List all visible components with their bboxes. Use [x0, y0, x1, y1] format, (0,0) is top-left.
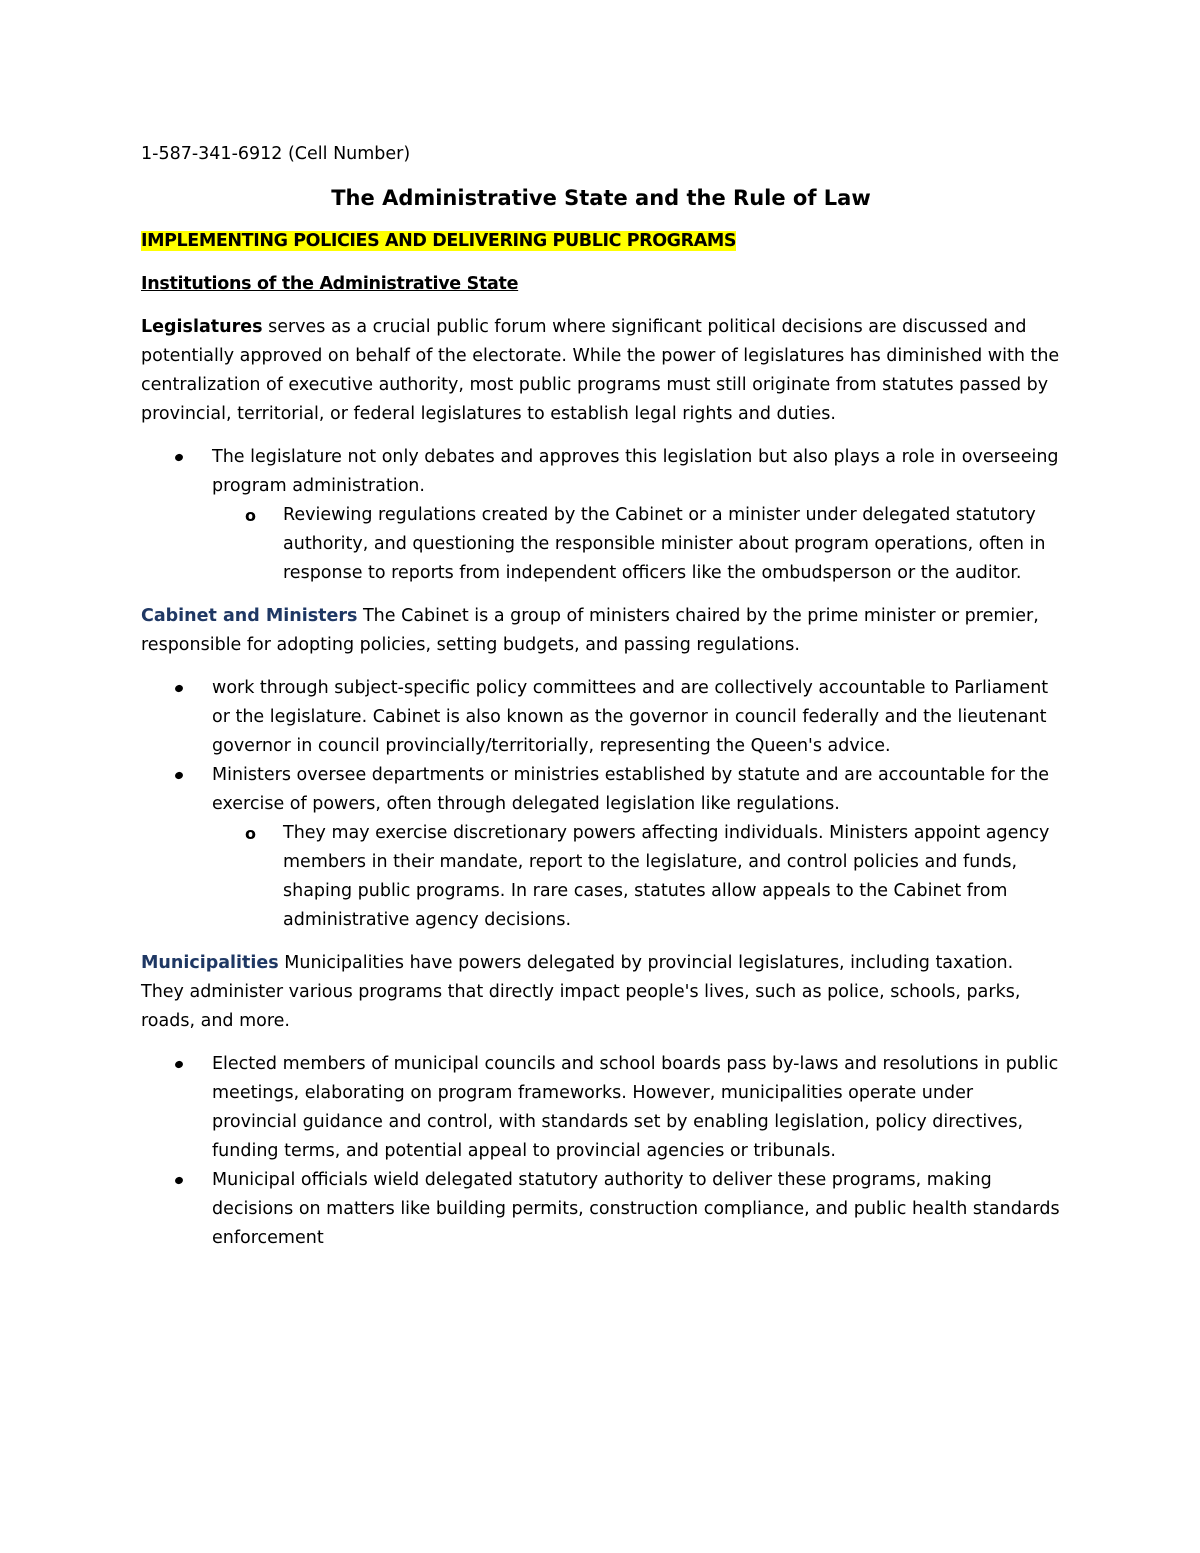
cabinet-paragraph — [141, 602, 1061, 660]
list-item — [141, 1050, 1061, 1166]
list-item — [141, 443, 1061, 588]
document-title: The Administrative State and the Rule of Law — [331, 186, 871, 210]
document-page — [141, 140, 1061, 1267]
list-item-text: Elected members of municipal councils and school boards pass by-laws and resolutions in public meetings, elaborating on program frameworks. However, municipalities operate under provincial guidance and control, with standards set by enabling legislation, policy directives, funding terms, and potential appeal to provincial agencies or tribunals. — [212, 1054, 1059, 1161]
cabinet-term: Cabinet and Ministers — [141, 606, 358, 626]
bullet-icon — [174, 771, 184, 780]
circle-bullet-icon: o — [245, 506, 256, 525]
sub-list-item — [212, 501, 1061, 588]
sub-list-item-text: Reviewing regulations created by the Cabinet or a minister under delegated statutory authority, and questioning the responsible minister about program operations, often in response to reports from independent officers like the ombudsperson or the auditor. — [283, 505, 1046, 583]
bullet-icon — [174, 453, 184, 462]
circle-bullet-icon: o — [245, 824, 256, 843]
list-item — [141, 674, 1061, 761]
bullet-icon — [174, 1060, 184, 1069]
section-heading-text: IMPLEMENTING POLICIES AND DELIVERING PUBLIC PROGRAMS — [141, 231, 737, 251]
municipalities-text: Municipalities have powers delegated by provincial legislatures, including taxation. They administer various programs that directly impact people's lives, such as police, schools, parks, roads, and more. — [141, 953, 1021, 1031]
bullet-icon — [174, 1176, 184, 1185]
legislatures-bullet-list — [141, 443, 1061, 588]
list-item — [141, 761, 1061, 935]
list-item-text: The legislature not only debates and approves this legislation but also plays a role in overseeing program administration. — [212, 447, 1059, 496]
list-item — [141, 1166, 1061, 1253]
bullet-icon — [174, 684, 184, 693]
section-heading — [141, 227, 1061, 256]
legislatures-paragraph — [141, 313, 1061, 429]
phone-number-line: 1-587-341-6912 (Cell Number) — [141, 144, 411, 164]
list-item-text: Ministers oversee departments or ministries established by statute and are accountable for the exercise of powers, often through delegated legislation like regulations. — [212, 765, 1050, 814]
legislatures-term: Legislatures — [141, 317, 263, 337]
sub-list-item-text: They may exercise discretionary powers affecting individuals. Ministers appoint agency members in their mandate, report to the legislature, and control policies and funds, shaping public programs. In rare cases, statutes allow appeals to the Cabinet from administrative agency decisions. — [283, 823, 1050, 930]
cabinet-bullet-list — [141, 674, 1061, 935]
list-item-text: Municipal officials wield delegated statutory authority to deliver these programs, making decisions on matters like building permits, construction compliance, and public health standards enforcement — [212, 1170, 1060, 1248]
sub-list-item — [212, 819, 1061, 935]
municipalities-bullet-list — [141, 1050, 1061, 1253]
sub-heading: Institutions of the Administrative State — [141, 274, 519, 294]
sub-bullet-list — [212, 501, 1061, 588]
municipalities-paragraph — [141, 949, 1061, 1036]
list-item-text: work through subject-specific policy committees and are collectively accountable to Parliament or the legislature. Cabinet is also known as the governor in council federally and the lieutenant governor in council provincially/territorially, representing the Queen's advice. — [212, 678, 1049, 756]
legislatures-text: serves as a crucial public forum where significant political decisions are discussed and potentially approved on behalf of the electorate. While the power of legislatures has diminished with the centralization of executive authority, most public programs must still originate from statutes passed by provincial, territorial, or federal legislatures to establish legal rights and duties. — [141, 317, 1060, 424]
sub-bullet-list — [212, 819, 1061, 935]
cabinet-text: The Cabinet is a group of ministers chaired by the prime minister or premier, responsible for adopting policies, setting budgets, and passing regulations. — [141, 606, 1039, 655]
municipalities-term: Municipalities — [141, 953, 279, 973]
